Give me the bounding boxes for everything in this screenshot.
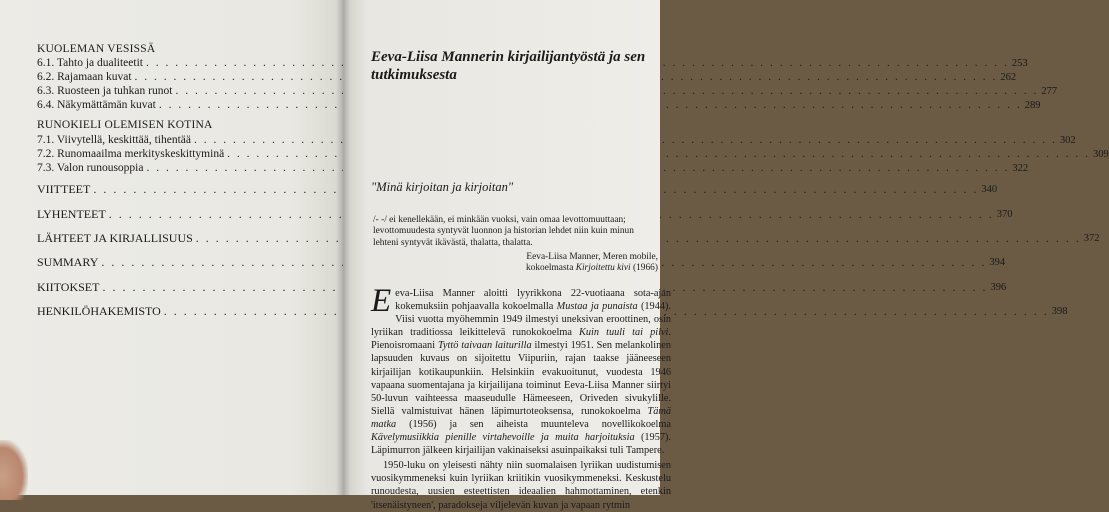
toc-entry [37,71,1017,84]
book-title: Tämä matka [371,405,671,430]
toc-entry-page: 394 [989,257,1006,268]
toc-entry [37,85,1058,98]
toc-entry-label: VIITTEET [37,182,91,196]
chapter-title: Eeva-Liisa Mannerin kirjailijantyöstä ja sen tutkimuksesta [371,49,646,83]
text-run: (1957). Läpimurron jälkeen kirjailijan vakinaiseksi asuinpaikaksi tuli Tampere. [371,432,671,457]
epigraph-attribution [473,252,658,275]
toc-entry [37,207,1013,221]
thumb [0,440,28,500]
toc-entry [37,162,1029,175]
drop-cap: E [371,283,392,319]
right-page-chapter [343,0,671,511]
body-text [371,283,671,512]
book-title: Kuin tuuli tai pilvi [579,327,669,339]
toc-entry-label: KIITOKSET [37,280,100,294]
attribution-prefix: kokoelmasta [525,263,576,274]
attribution-line: Eeva-Liisa Manner, Meren mobile, [526,252,658,262]
toc-section-heading: RUNOKIELI OLEMISEN KOTINA [37,119,213,131]
toc-entry-page: 309 [1093,149,1109,160]
text-run: eva-Liisa Manner aloitti lyyrikkona 22-vuotiaana sota-ajan kokemuksiin pohjaavalla kokoelmalla [395,288,671,313]
book-gutter-shadow [336,0,350,495]
toc-entry-page: 289 [1024,100,1041,111]
toc-entry-label: 7.1. Viivytellä, keskittää, tihentää [37,134,191,146]
toc-entry [37,280,1007,294]
toc-entry-label: 7.3. Valon runousoppia [37,162,144,174]
toc-entry-page: 398 [1051,306,1068,317]
toc-entry-label: 7.2. Runomaailma merkityskeskittyminä [37,148,225,160]
toc-entry-page: 372 [1083,233,1100,244]
toc-entry-page: 262 [1000,72,1017,83]
toc-entry-page: 396 [990,282,1007,293]
text-run: (1956) ja sen aiheista muunteleva novellikokoelma [396,418,671,430]
text-run: . Pienoisromaani [371,327,671,352]
motto-title: "Minä kirjoitan ja kirjoitan" [371,180,514,194]
toc-entry [37,57,1028,70]
epigraph: /- -/ ei kenellekään, ei minkään vuoksi, vain omaa levottomuuttaan; levottomuudesta syntyvät luonnon ja historian lehdet niin kuin minun lehteni syntyvät ikävästä, thalatta, thalatta. [373,215,634,248]
attribution-year: (1966) [630,263,658,274]
toc-section-heading: KUOLEMAN VESISSÄ [37,43,156,55]
toc-entry-label: 6.2. Rajamaan kuvat [37,71,132,83]
toc-entry [37,231,1100,245]
attribution-book: Kirjoitettu kivi [575,263,631,274]
toc-entry-page: 340 [981,184,998,195]
toc-entry [37,148,1109,161]
toc-entry-label: 6.3. Ruosteen ja tuhkan runot [37,85,173,97]
text-run: (1944). Viisi vuotta myöhemmin 1949 ilmestyi uneksivan eroottinen, osin lyriikan traditiossa leikittelevä runokokoelma [371,301,671,339]
attribution-line [473,263,658,274]
toc-entry-page: 253 [1011,58,1028,69]
toc-entry-page: 277 [1041,86,1058,97]
toc-entry-label: 6.4. Näkymättämän kuvat [37,99,156,111]
paragraph [371,283,671,457]
book-title: Tyttö taivaan laiturilla [437,340,532,352]
toc-entry-page: 370 [996,209,1013,220]
toc-entry-page: 302 [1059,135,1076,146]
text-run: ilmestyi 1951. Sen melankolinen lapsuuden kuvaus on sijoitettu Viipuriin, rajan taakse jääneeseen kirjailijan kotikaupunkiin. Helsinkiin evakuoitunut, vuodesta 1946 vapaana suomentajana ja kirjailijana toiminut Eeva-Liisa Manner siirtyi 50-luvun vaihteessa maaseudulle Hämeeseen, Oriveden sivukylille. Siellä valmistuivat hänen läpimurtoteoksensa, runokokoelma [371,340,671,417]
book-title: Mustaa ja punaista [556,301,638,313]
toc-entry-label: SUMMARY [37,255,99,269]
toc-entry [37,99,1041,112]
toc-entry-label: HENKILÖHAKEMISTO [37,304,161,318]
paragraph: 1950-luku on yleisesti nähty niin suomalaisen lyriikan uudistumisen vuosikymmeneksi kuin lyriikan kriitikin vuosikymmeneksi. Keskustelu runoudesta, uusien esteettisten ideaalien hahmottaminen, etenkin 'itsenäistyneen', paradokseja viljelevän kuvan ja vapaan rytmin [371,460,671,511]
toc-entry [37,134,1076,147]
toc-entry-label: LÄHTEET JA KIRJALLISUUS [37,231,193,245]
book-title: Kävelymusiikkia pienille virtahevoille ja muita harjoituksia [371,432,635,444]
toc-entry-label: 6.1. Tahto ja dualiteetit [37,57,143,69]
toc-entry-page: 322 [1012,163,1029,174]
toc-entry-label: LYHENTEET [37,207,106,221]
